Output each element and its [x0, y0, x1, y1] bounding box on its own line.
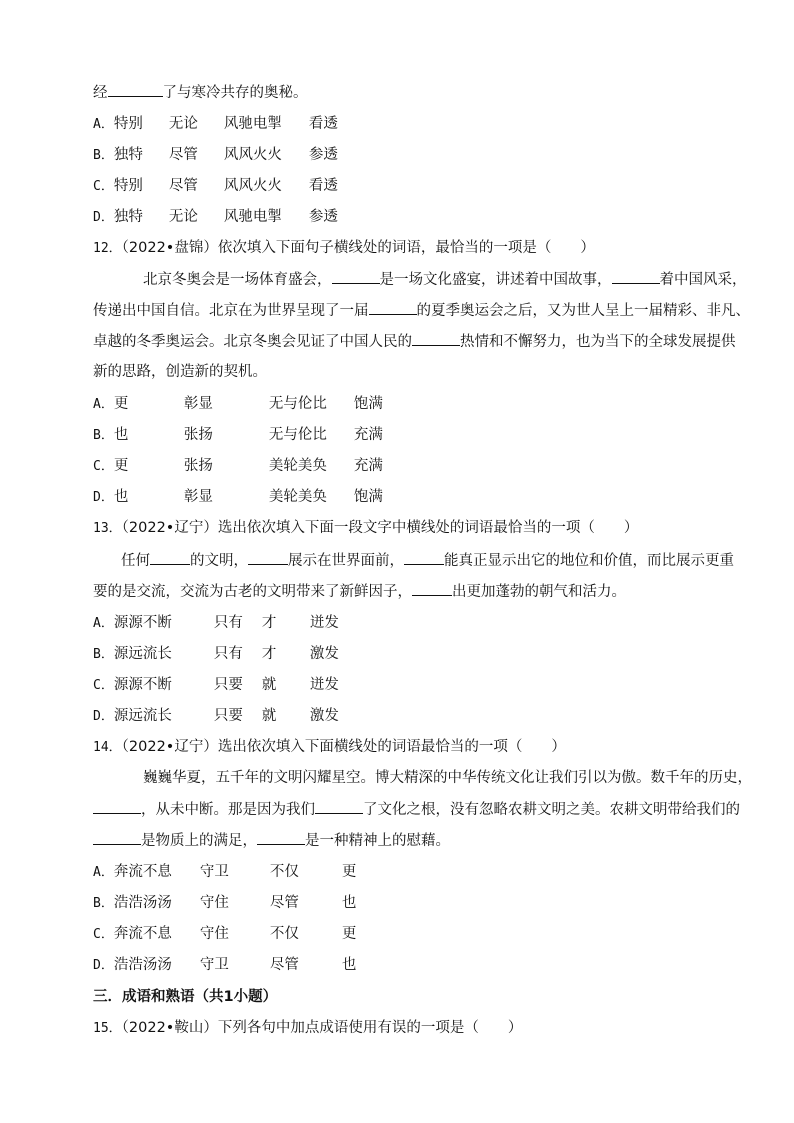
q15-header: 15．（2022•鞍山）下列各句中加点成语使用有误的一项是（ ）	[93, 1020, 523, 1036]
answer-blank	[332, 269, 380, 284]
answer-blank	[412, 581, 452, 596]
q12-option-a[interactable]: A．更 彰显 无与伦比 饱满	[93, 396, 383, 412]
answer-blank	[150, 550, 190, 565]
q11-option-a[interactable]: A．特别 无论 风驰电掣 看透	[93, 116, 338, 132]
answer-blank	[93, 830, 141, 845]
q14-header: 14．（2022•辽宁）选出依次填入下面横线处的词语最恰当的一项（ ）	[93, 739, 566, 755]
answer-blank	[412, 331, 460, 346]
q13-passage-line-1b: 任何 的文明， 展示在世界面前， 能真正显示出它的地位和价值，而比展示更重	[121, 550, 734, 571]
answer-blank	[404, 550, 444, 565]
q13-option-d[interactable]: D．源远流长 只要 就 激发	[93, 708, 339, 724]
q14-option-b[interactable]: B．浩浩汤汤 守住 尽管 也	[93, 895, 357, 911]
q11-option-b[interactable]: B．独特 尽管 风风火火 参透	[93, 147, 338, 163]
q14-option-d[interactable]: D．浩浩汤汤 守卫 尽管 也	[93, 957, 357, 973]
q13-option-b[interactable]: B．源远流长 只有 才 激发	[93, 646, 339, 662]
q14-option-a[interactable]: A．奔流不息 守卫 不仅 更	[93, 864, 357, 880]
q12-passage-line-1: 北京冬奥会是一场体育盛会， 是一场文化盛宴，讲述着中国故事， 着中国风采，	[143, 269, 747, 290]
answer-blank	[257, 830, 305, 845]
answer-blank	[612, 269, 660, 284]
q14-passage-line-2: ，从未中断。那是因为我们 了文化之根，没有忽略农耕文明之美。农耕文明带给我们的	[93, 799, 740, 820]
q11-stem-tail: 经 了与寒冷共存的奥秘。	[93, 82, 308, 103]
section-heading: 三．成语和熟语（共1小题）	[93, 989, 278, 1005]
answer-blank	[369, 300, 417, 315]
q11-option-d[interactable]: D．独特 无论 风驰电掣 参透	[93, 209, 338, 225]
q11-option-c[interactable]: C．特别 尽管 风风火火 看透	[93, 178, 338, 194]
q13-passage-line-2: 要的是交流，交流为古老的文明带来了新鲜因子， 出更加蓬勃的朝气和活力。	[93, 581, 626, 602]
q14-passage-line-3: 是物质上的满足， 是一种精神上的慰藉。	[93, 830, 450, 851]
q12-passage-line-2: 传递出中国自信。北京在为世界呈现了一届 的夏季奥运会之后，又为世人呈上一届精彩、非凡、	[93, 300, 750, 321]
q13-header: 13．（2022•辽宁）选出依次填入下面一段文字中横线处的词语最恰当的一项（ ）	[93, 520, 639, 536]
q12-passage-line-4: 新的思路，创造新的契机。	[93, 364, 267, 380]
answer-blank	[315, 799, 363, 814]
q14-passage-line-1: 巍巍华夏，五千年的文明闪耀星空。博大精深的中华传统文化让我们引以为傲。数千年的历史，	[143, 770, 752, 786]
q12-option-c[interactable]: C．更 张扬 美轮美奂 充满	[93, 458, 383, 474]
q12-header: 12．（2022•盘锦）依次填入下面句子横线处的词语，最恰当的一项是（ ）	[93, 240, 595, 256]
answer-blank	[93, 799, 141, 814]
q13-option-c[interactable]: C．源源不断 只要 就 迸发	[93, 677, 339, 693]
q14-option-c[interactable]: C．奔流不息 守住 不仅 更	[93, 926, 357, 942]
q12-passage-line-3: 卓越的冬季奥运会。北京冬奥会见证了中国人民的 热情和不懈努力，也为当下的全球发展提供	[93, 331, 736, 352]
answer-blank	[248, 550, 288, 565]
q12-option-b[interactable]: B．也 张扬 无与伦比 充满	[93, 427, 383, 443]
answer-blank	[108, 82, 163, 97]
q12-option-d[interactable]: D．也 彰显 美轮美奂 饱满	[93, 489, 383, 505]
q13-option-a[interactable]: A．源源不断 只有 才 迸发	[93, 615, 339, 631]
